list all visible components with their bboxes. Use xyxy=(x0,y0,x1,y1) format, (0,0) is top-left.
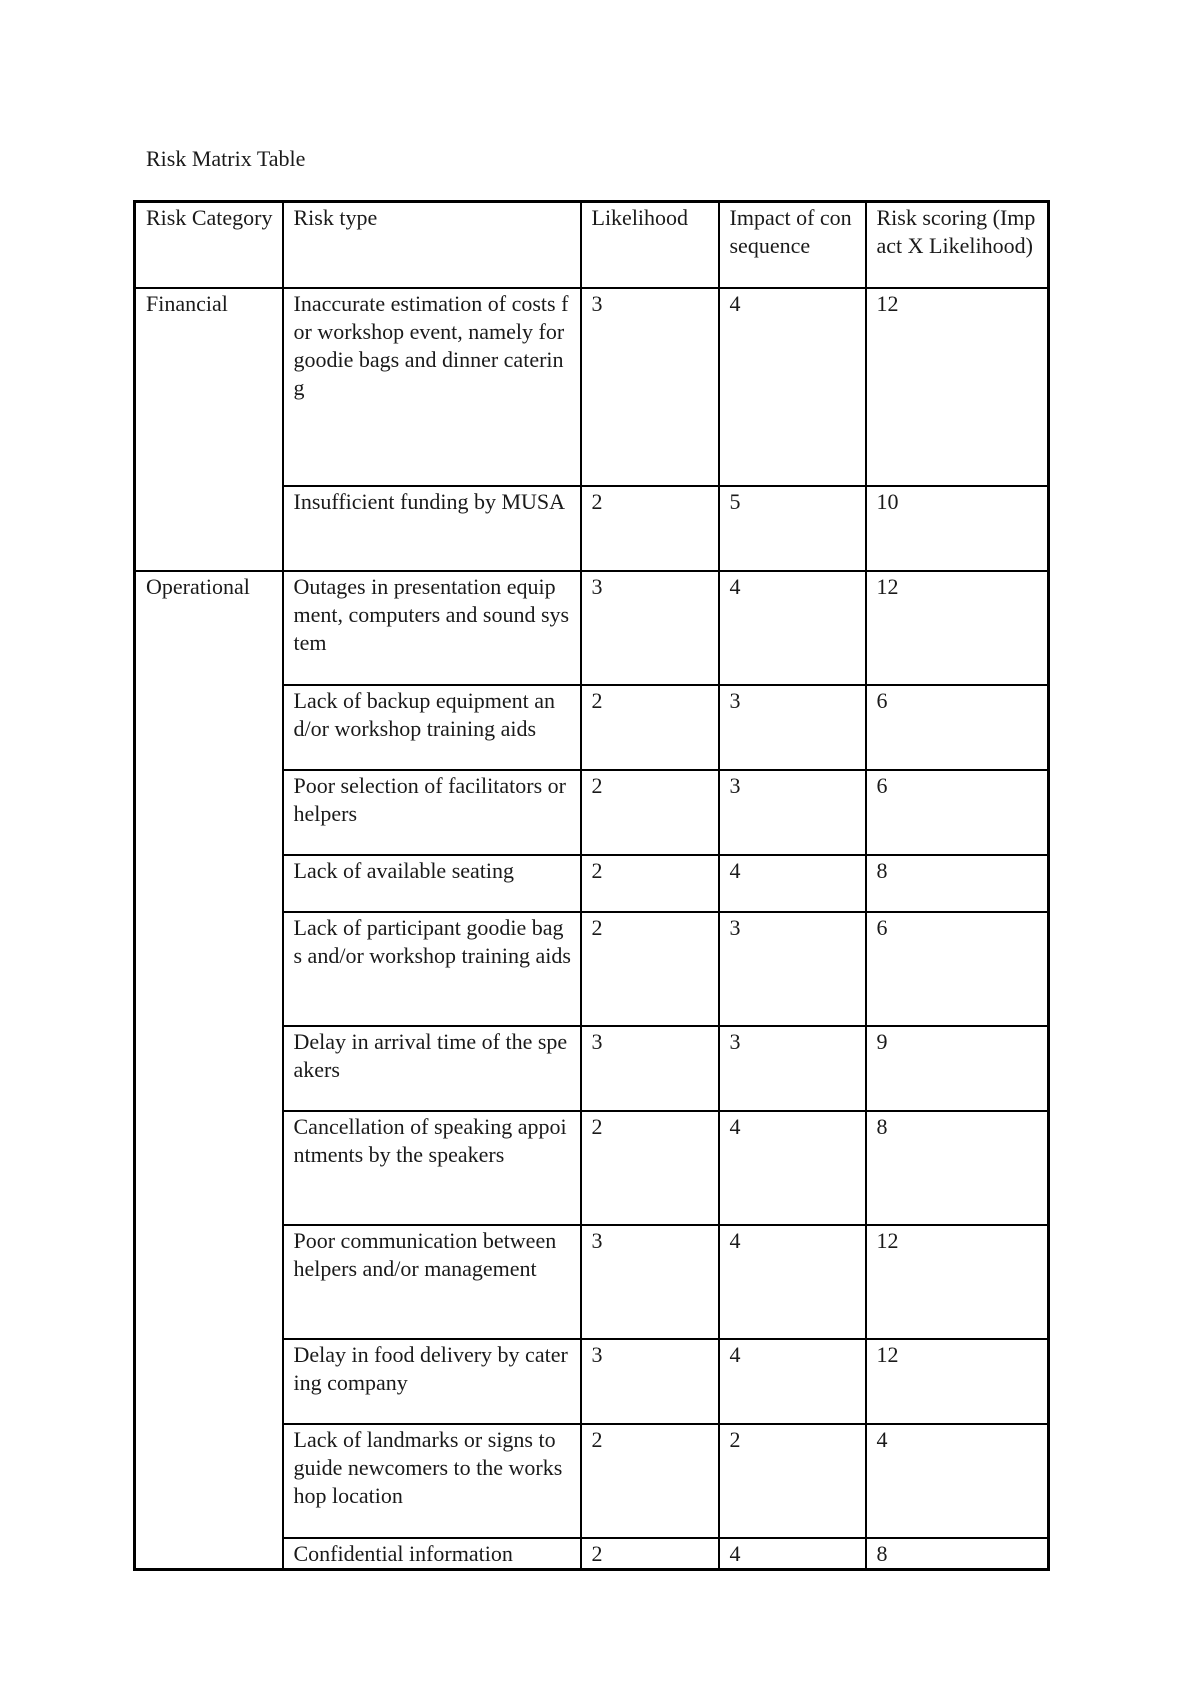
header-risk-type: Risk type xyxy=(283,202,581,288)
score-cell: 4 xyxy=(866,1424,1049,1538)
score-cell: 6 xyxy=(866,770,1049,855)
score-cell: 10 xyxy=(866,486,1049,571)
risk-type-cell: Delay in food delivery by catering company xyxy=(283,1339,581,1424)
likelihood-cell: 3 xyxy=(581,288,719,486)
impact-cell: 3 xyxy=(719,1026,866,1111)
risk-type-cell: Poor selection of facilitators or helpers xyxy=(283,770,581,855)
risk-type-cell: Delay in arrival time of the speakers xyxy=(283,1026,581,1111)
risk-type-cell: Outages in presentation equipment, computers and sound system xyxy=(283,571,581,685)
score-cell: 8 xyxy=(866,855,1049,912)
likelihood-cell: 2 xyxy=(581,1111,719,1225)
risk-type-cell: Poor communication between helpers and/or management xyxy=(283,1225,581,1339)
score-cell: 12 xyxy=(866,1339,1049,1424)
impact-cell: 4 xyxy=(719,1111,866,1225)
risk-type-cell: Lack of backup equipment and/or workshop training aids xyxy=(283,685,581,770)
risk-type-cell: Lack of landmarks or signs to guide newcomers to the workshop location xyxy=(283,1424,581,1538)
likelihood-cell: 2 xyxy=(581,1424,719,1538)
risk-type-cell: Cancellation of speaking appointments by the speakers xyxy=(283,1111,581,1225)
score-cell: 6 xyxy=(866,685,1049,770)
likelihood-cell: 2 xyxy=(581,486,719,571)
likelihood-cell: 2 xyxy=(581,1538,719,1570)
likelihood-cell: 2 xyxy=(581,855,719,912)
score-cell: 8 xyxy=(866,1111,1049,1225)
likelihood-cell: 3 xyxy=(581,1339,719,1424)
likelihood-cell: 3 xyxy=(581,1026,719,1111)
likelihood-cell: 2 xyxy=(581,770,719,855)
category-operational: Operational xyxy=(135,571,283,1570)
impact-cell: 3 xyxy=(719,770,866,855)
impact-cell: 4 xyxy=(719,1538,866,1570)
header-likelihood: Likelihood xyxy=(581,202,719,288)
score-cell: 8 xyxy=(866,1538,1049,1570)
impact-cell: 3 xyxy=(719,912,866,1026)
impact-cell: 4 xyxy=(719,571,866,685)
likelihood-cell: 3 xyxy=(581,571,719,685)
risk-type-cell: Insufficient funding by MUSA xyxy=(283,486,581,571)
page-title: Risk Matrix Table xyxy=(146,146,306,171)
impact-cell: 3 xyxy=(719,685,866,770)
risk-matrix-table xyxy=(133,200,1050,1571)
risk-type-cell: Confidential information xyxy=(283,1538,581,1570)
score-cell: 9 xyxy=(866,1026,1049,1111)
impact-cell: 2 xyxy=(719,1424,866,1538)
table-row xyxy=(135,571,1049,685)
impact-cell: 5 xyxy=(719,486,866,571)
header-impact: Impact of consequence xyxy=(719,202,866,288)
risk-type-cell: Lack of available seating xyxy=(283,855,581,912)
impact-cell: 4 xyxy=(719,1339,866,1424)
score-cell: 12 xyxy=(866,571,1049,685)
risk-type-cell: Inaccurate estimation of costs for workshop event, namely for goodie bags and dinner catering xyxy=(283,288,581,486)
score-cell: 12 xyxy=(866,288,1049,486)
score-cell: 12 xyxy=(866,1225,1049,1339)
likelihood-cell: 3 xyxy=(581,1225,719,1339)
likelihood-cell: 2 xyxy=(581,912,719,1026)
score-cell: 6 xyxy=(866,912,1049,1026)
table-row xyxy=(135,288,1049,486)
impact-cell: 4 xyxy=(719,855,866,912)
header-risk-category: Risk Category xyxy=(135,202,283,288)
impact-cell: 4 xyxy=(719,288,866,486)
header-row xyxy=(135,202,1049,288)
category-financial: Financial xyxy=(135,288,283,571)
likelihood-cell: 2 xyxy=(581,685,719,770)
header-risk-score: Risk scoring (Impact X Likelihood) xyxy=(866,202,1049,288)
impact-cell: 4 xyxy=(719,1225,866,1339)
risk-type-cell: Lack of participant goodie bags and/or workshop training aids xyxy=(283,912,581,1026)
